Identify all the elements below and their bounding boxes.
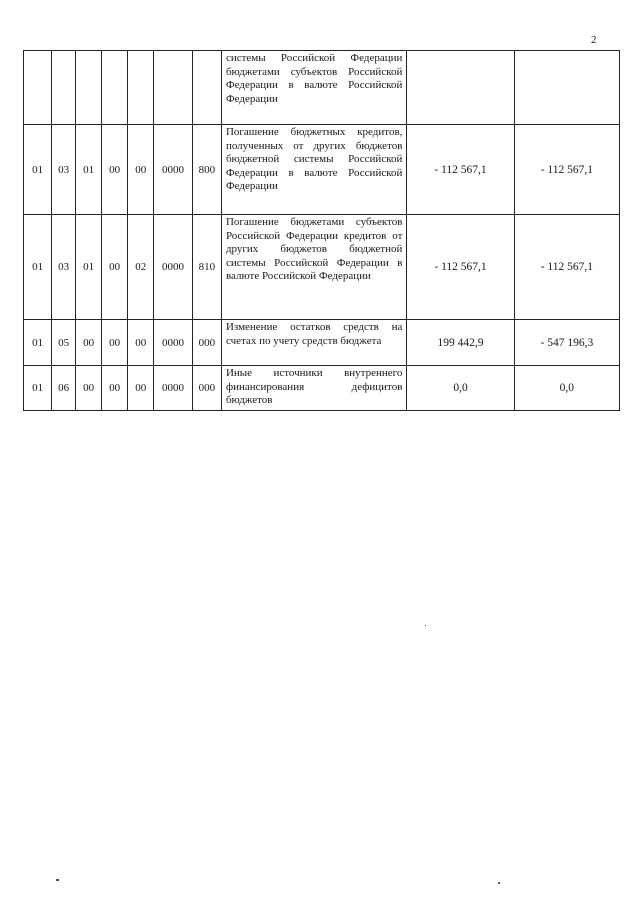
amount-cell: 0,0 (514, 366, 619, 411)
amount-cell: 0,0 (407, 366, 514, 411)
amount-cell: - 112 567,1 (407, 125, 514, 215)
code-cell: 00 (76, 320, 102, 366)
code-cell: 810 (192, 215, 221, 320)
code-cell: 01 (24, 320, 52, 366)
code-cell: 01 (76, 215, 102, 320)
code-cell (128, 51, 154, 125)
description-cell: Погашение бюджетных кредитов, полученных от других бюджетов бюджетной системы Российской Федерации в валюте Российской Федерации (221, 125, 406, 215)
description-cell: Погашение бюджетами субъектов Российской Федерации кредитов от других бюджетов бюджетной системы Российской Федерации в валюте Российской Федерации (221, 215, 406, 320)
code-cell: 00 (102, 366, 128, 411)
code-cell: 000 (192, 366, 221, 411)
code-cell: 03 (52, 215, 76, 320)
budget-sources-table (23, 50, 620, 411)
code-cell: 00 (102, 125, 128, 215)
scan-speck (56, 879, 59, 881)
code-cell: 01 (76, 125, 102, 215)
description-cell: Иные источники внутреннего финансирования дефицитов бюджетов (221, 366, 406, 411)
code-cell: 0000 (154, 320, 193, 366)
code-cell: 00 (128, 320, 154, 366)
amount-cell: - 112 567,1 (514, 215, 619, 320)
code-cell: 800 (192, 125, 221, 215)
amount-cell: - 112 567,1 (407, 215, 514, 320)
code-cell: 06 (52, 366, 76, 411)
amount-cell (514, 51, 619, 125)
table-row (24, 51, 620, 125)
code-cell (24, 51, 52, 125)
code-cell: 02 (128, 215, 154, 320)
code-cell: 00 (102, 215, 128, 320)
description-cell: Изменение остатков средств на счетах по учету средств бюджета (221, 320, 406, 366)
code-cell: 01 (24, 125, 52, 215)
code-cell: 00 (128, 366, 154, 411)
code-cell (192, 51, 221, 125)
amount-cell (407, 51, 514, 125)
code-cell: 0000 (154, 215, 193, 320)
code-cell (52, 51, 76, 125)
amount-cell: 199 442,9 (407, 320, 514, 366)
table-row (24, 366, 620, 411)
code-cell: 00 (76, 366, 102, 411)
description-cell: системы Российской Федерации бюджетами субъектов Российской Федерации в валюте Российской Федерации (221, 51, 406, 125)
table-row (24, 320, 620, 366)
amount-cell: - 547 196,3 (514, 320, 619, 366)
code-cell: 01 (24, 215, 52, 320)
code-cell: 05 (52, 320, 76, 366)
code-cell: 00 (102, 320, 128, 366)
scan-speck (498, 882, 500, 884)
scan-speck (425, 625, 426, 626)
code-cell (76, 51, 102, 125)
code-cell: 01 (24, 366, 52, 411)
code-cell: 00 (128, 125, 154, 215)
table-row (24, 125, 620, 215)
code-cell (102, 51, 128, 125)
code-cell: 0000 (154, 366, 193, 411)
code-cell (154, 51, 193, 125)
table-row (24, 215, 620, 320)
page-number: 2 (591, 34, 597, 46)
code-cell: 0000 (154, 125, 193, 215)
code-cell: 000 (192, 320, 221, 366)
amount-cell: - 112 567,1 (514, 125, 619, 215)
code-cell: 03 (52, 125, 76, 215)
